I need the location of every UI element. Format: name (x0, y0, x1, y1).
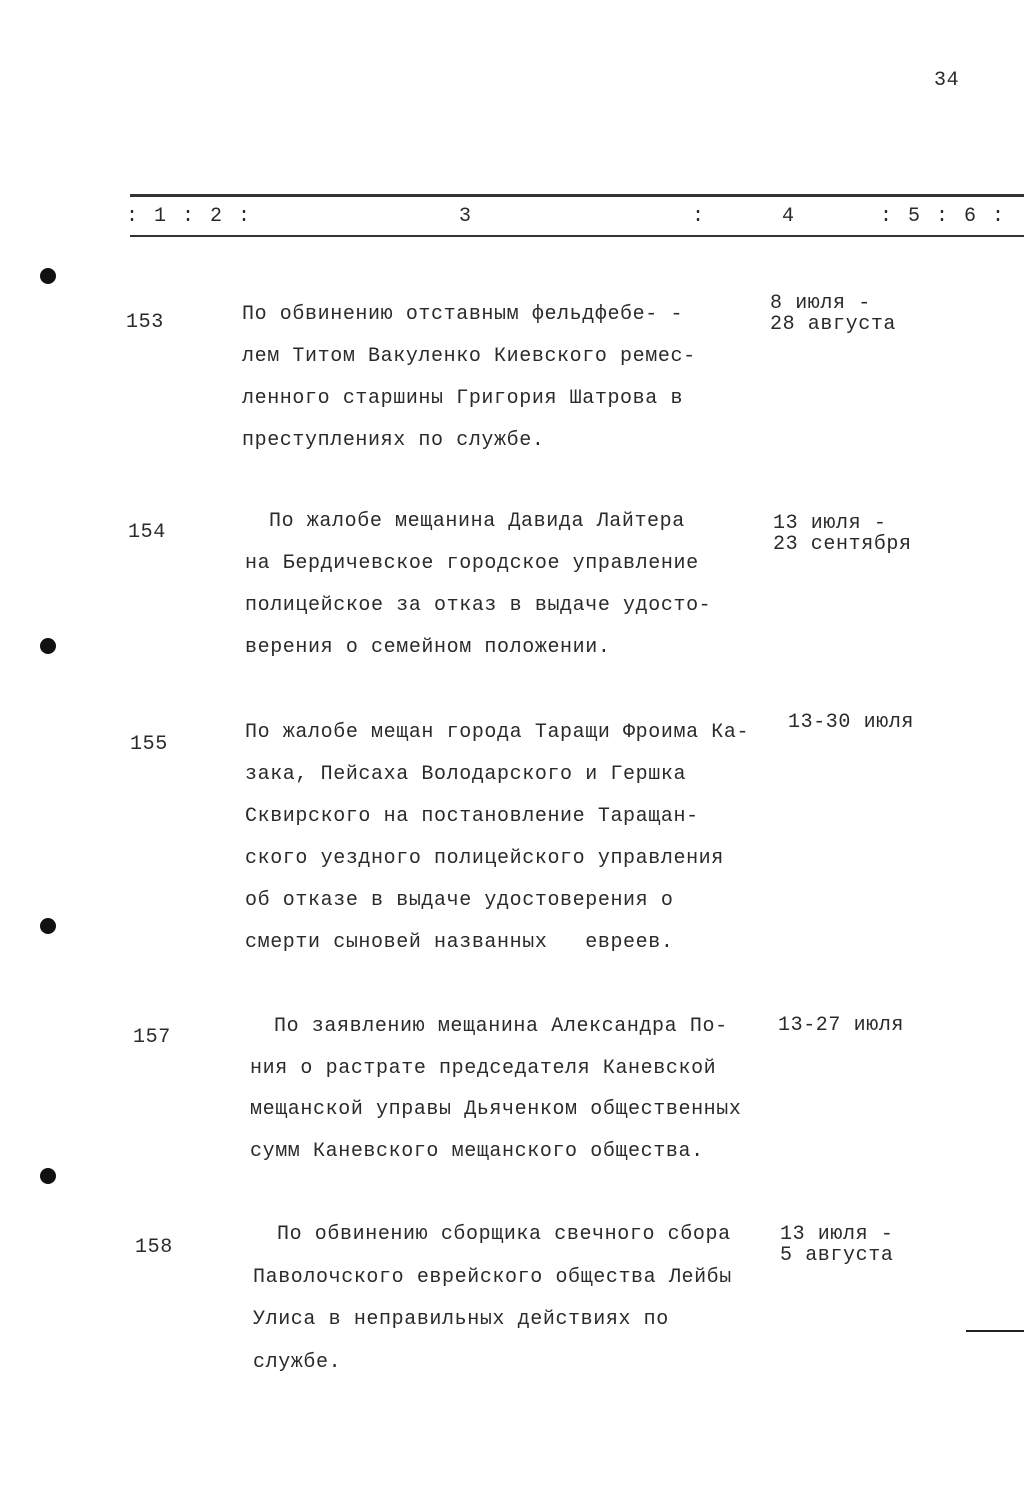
punch-hole (40, 268, 56, 284)
header-columns-5-6: : 5 : 6 : (880, 205, 1007, 228)
entry-number: 153 (126, 311, 164, 334)
entry-description-line: По обвинению отставным фельдфебе- - (242, 303, 684, 326)
entry-description-line: службе. (253, 1350, 342, 1374)
entry-number: 155 (130, 733, 168, 756)
entry-date: 28 августа (770, 313, 897, 336)
entry-description-line: мещанской управы Дьяченком общественных (250, 1098, 742, 1121)
entry-description-line: По жалобе мещан города Таращи Фроима Ка- (245, 721, 750, 744)
header-columns-1-2: : 1 : 2 : (126, 205, 253, 228)
entry-description-line: ния о растрате председателя Каневской (250, 1056, 717, 1080)
entry-description-line: зака, Пейсаха Володарского и Гершка (245, 763, 687, 786)
entry-date: 13-30 июля (788, 711, 915, 734)
entry-description-line: сумм Каневского мещанского общества. (250, 1139, 704, 1163)
entry-number: 158 (135, 1236, 173, 1259)
entry-description-line: об отказе в выдаче удостоверения о (245, 889, 674, 912)
entry-date: 5 августа (780, 1244, 894, 1267)
entry-description-line: преступлениях по службе. (242, 429, 545, 452)
page-number: 34 (934, 69, 960, 92)
entry-description-line: По обвинению сборщика свечного сбора (277, 1223, 731, 1246)
entry-description-line: ского уездного полицейского управления (245, 847, 724, 870)
header-column-3: 3 (459, 205, 472, 228)
entry-description-line: смерти сыновей названных евреев. (245, 931, 674, 954)
entry-date: 13 июля - (773, 512, 887, 535)
header-column-4: 4 (782, 205, 795, 228)
punch-hole (40, 918, 56, 934)
punch-hole (40, 1168, 56, 1184)
entry-number: 154 (128, 521, 166, 544)
entry-description-line: Улиса в неправильных действиях по (253, 1308, 669, 1331)
entry-description-line: полицейское за отказ в выдаче удосто- (245, 594, 712, 617)
entry-description-line: верения о семейном положении. (245, 636, 611, 659)
entry-description-line: лем Титом Вакуленко Киевского ремес- (242, 345, 696, 368)
header-separator: : (692, 205, 705, 228)
header-top-rule (130, 194, 1024, 197)
entry-date: 23 сентября (773, 533, 912, 556)
entry-description-line: Паволочского еврейского общества Лейбы (253, 1265, 732, 1289)
entry-date: 13-27 июля (778, 1014, 905, 1037)
entry-date: 13 июля - (780, 1223, 894, 1246)
header-bottom-rule (130, 235, 1024, 237)
entry-description-line: По жалобе мещанина Давида Лайтера (269, 510, 685, 533)
entry-description-line: на Бердичевское городское управление (245, 552, 699, 575)
entry-description-line: Сквирского на постановление Таращан- (245, 805, 699, 828)
entry-description-line: По заявлению мещанина Александра По- (274, 1015, 728, 1038)
margin-mark (966, 1330, 1024, 1332)
entry-number: 157 (133, 1026, 171, 1049)
entry-date: 8 июля - (770, 292, 871, 315)
punch-hole (40, 638, 56, 654)
entry-description-line: ленного старшины Григория Шатрова в (242, 387, 684, 410)
